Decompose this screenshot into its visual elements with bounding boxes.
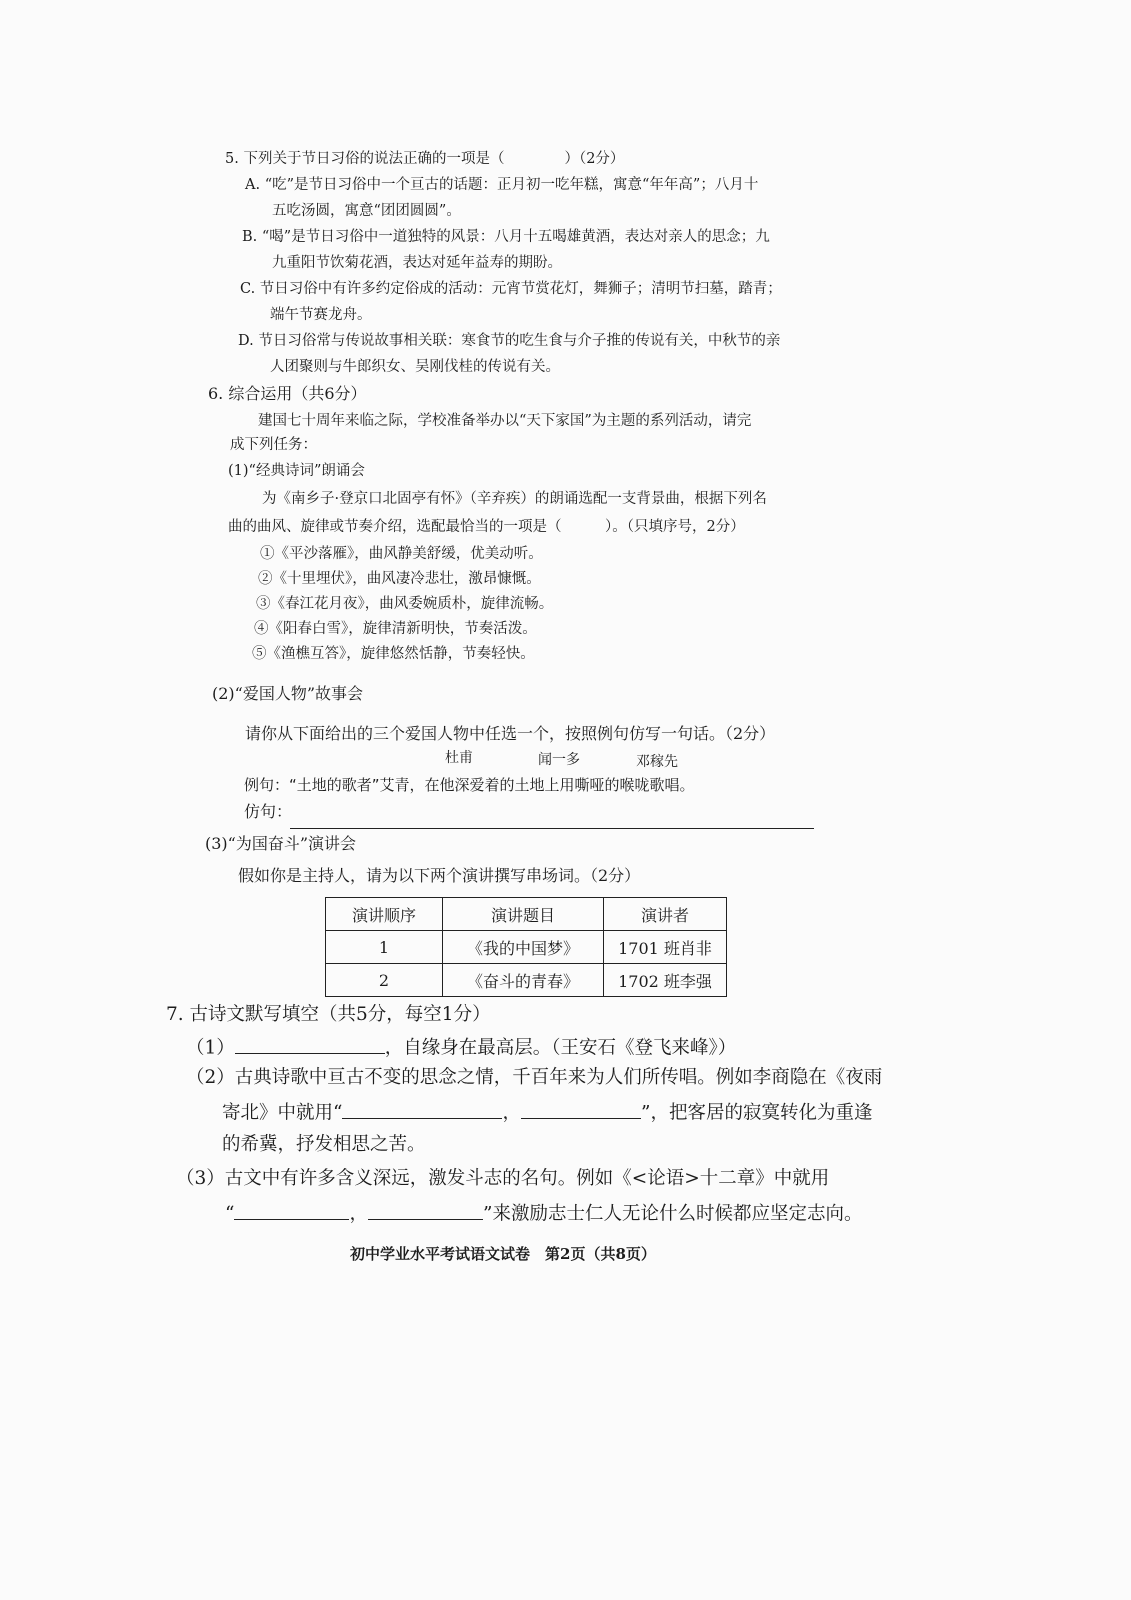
q6-intro-cont: 成下列任务： <box>230 437 317 453</box>
q6-title: 6. 综合运用（共6分） <box>208 384 367 403</box>
person-2: 闻一多 <box>538 752 580 768</box>
q5-option-b: B. “喝”是节日习俗中一道独特的风景：八月十五喝雄黄酒，表达对亲人的思念；九 <box>242 229 770 245</box>
q6-intro: 建国七十周年来临之际，学校准备举办以“天下家国”为主题的系列活动，请完 <box>258 413 752 429</box>
q6-option-2: ②《十里埋伏》，曲风凄冷悲壮，激昂慷慨。 <box>258 571 541 587</box>
q5-option-b-cont: 九重阳节饮菊花酒，表达对延年益寿的期盼。 <box>272 255 562 271</box>
table-row <box>326 931 727 964</box>
q6-part2-title: (2)“爱国人物”故事会 <box>212 684 364 703</box>
q5-stem <box>225 150 624 168</box>
q6-option-4: ④《阳春白雪》，旋律清新明快，节奏活泼。 <box>254 621 537 637</box>
speech-table <box>325 897 727 997</box>
q6-part3-title: (3)“为国奋斗”演讲会 <box>205 834 357 853</box>
header-topic: 演讲题目 <box>443 898 604 931</box>
item-3-pre: “ <box>225 1203 235 1225</box>
q5-option-a: A. “吃”是节日习俗中一个亘古的话题：正月初一吃年糕，寓意“年年高”；八月十 <box>245 177 759 193</box>
blank-4[interactable] <box>234 1200 349 1220</box>
item-1-number: （1） <box>186 1037 235 1059</box>
person-1: 杜甫 <box>445 750 473 766</box>
q6-part2-text: 请你从下面给出的三个爱国人物中任选一个，按照例句仿写一句话。（2分） <box>245 724 776 743</box>
q7-item-2-cont: 的希冀，抒发相思之苦。 <box>222 1134 426 1155</box>
q5-option-d: D. 节日习俗常与传说故事相关联：寒食节的吃生食与介子推的传说有关，中秋节的亲 <box>238 333 781 349</box>
table-row <box>326 964 727 997</box>
cell-order: 1 <box>326 931 443 964</box>
blank-3[interactable] <box>521 1099 641 1119</box>
q7-item-2-blanks <box>222 1099 872 1125</box>
item-2-post: ”，把客居的寂寞转化为重逢 <box>640 1102 873 1124</box>
item-1-text: ，自缘身在最高层。（王安石《登飞来峰》） <box>384 1037 737 1059</box>
q6-part1-text-cont: 曲的曲风、旋律或节奏介绍，选配最恰当的一项是（ ）。（只填序号，2分） <box>228 519 745 535</box>
q6-part1-title: (1)“经典诗词”朗诵会 <box>228 463 365 479</box>
item-2-pre: 寄北》中就用“ <box>222 1102 343 1124</box>
q5-stem-end: ）（2分） <box>564 151 625 167</box>
imitate-label: 仿句： <box>244 802 293 821</box>
page-footer: 初中学业水平考试语文试卷 第2页（共8页） <box>350 1245 656 1263</box>
blank-5[interactable] <box>368 1200 483 1220</box>
imitate-answer-line[interactable] <box>290 808 814 829</box>
cell-order: 2 <box>326 964 443 997</box>
q7-item-3: （3）古文中有许多含义深远，激发斗志的名句。例如《<论语>十二章》中就用 <box>176 1168 830 1189</box>
item-3-post: ”来激励志士仁人无论什么时候都应坚定志向。 <box>482 1203 863 1225</box>
cell-speaker: 1701 班肖非 <box>604 931 727 964</box>
item-3-mid: ， <box>349 1203 368 1225</box>
blank-2[interactable] <box>342 1099 502 1119</box>
q6-option-1: ①《平沙落雁》，曲风静美舒缓，优美动听。 <box>260 546 543 562</box>
q7-item-1 <box>186 1034 736 1060</box>
q7-item-3-blanks <box>225 1200 862 1226</box>
blank-1[interactable] <box>235 1034 385 1054</box>
q7-title: 7. 古诗文默写填空（共5分，每空1分） <box>166 1004 491 1025</box>
q6-option-5: ⑤《渔樵互答》，旋律悠然恬静，节奏轻快。 <box>252 646 535 662</box>
cell-speaker: 1702 班李强 <box>604 964 727 997</box>
q5-option-d-cont: 人团聚则与牛郎织女、吴刚伐桂的传说有关。 <box>270 359 560 375</box>
table-header-row <box>326 898 727 931</box>
q6-part3-text: 假如你是主持人，请为以下两个演讲撰写串场词。（2分） <box>238 866 641 885</box>
q6-part1-text: 为《南乡子·登京口北固亭有怀》（辛弃疾）的朗诵选配一支背景曲，根据下列名 <box>262 491 767 507</box>
item-2-mid: ， <box>502 1102 521 1124</box>
person-3: 邓稼先 <box>636 754 678 770</box>
q6-option-3: ③《春江花月夜》，曲风委婉质朴，旋律流畅。 <box>256 596 554 612</box>
q7-item-2: （2）古典诗歌中亘古不变的思念之情，千百年来为人们所传唱。例如李商隐在《夜雨 <box>186 1067 883 1088</box>
q5-option-c: C. 节日习俗中有许多约定俗成的活动：元宵节赏花灯，舞狮子；清明节扫墓，踏青； <box>240 281 782 297</box>
q5-option-a-cont: 五吃汤圆，寓意“团团圆圆”。 <box>272 203 461 219</box>
header-order: 演讲顺序 <box>326 898 443 931</box>
q5-option-c-cont: 端午节赛龙舟。 <box>270 307 372 323</box>
header-speaker: 演讲者 <box>604 898 727 931</box>
q5-stem-text: 5. 下列关于节日习俗的说法正确的一项是（ <box>225 151 505 167</box>
example-sentence: 例句：“土地的歌者”艾青，在他深爱着的土地上用嘶哑的喉咙歌唱。 <box>244 776 695 794</box>
cell-topic: 《我的中国梦》 <box>443 931 604 964</box>
cell-topic: 《奋斗的青春》 <box>443 964 604 997</box>
